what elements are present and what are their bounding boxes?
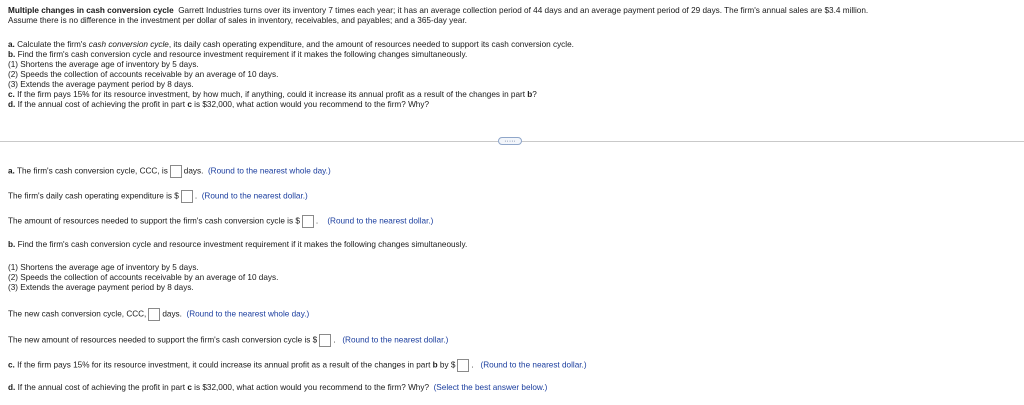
question-a-text-pre: Calculate the firm's (17, 40, 89, 49)
answer-b-new-resources (8, 334, 448, 347)
answer-b-new-resources-period: . (333, 335, 336, 345)
answer-c-text-mid: by $ (437, 360, 456, 370)
answer-d-text-pre: If the annual cost of achieving the profit in part (17, 383, 188, 392)
question-d-bold: c (187, 100, 192, 109)
answer-a-ccc-text: The firm's cash conversion cycle, CCC, is (16, 166, 168, 176)
profit-increase-input[interactable] (457, 359, 469, 372)
answer-d (8, 383, 547, 393)
answer-d-text-post: is $32,000, what action would you recommend to the firm? Why? (191, 383, 430, 392)
answer-a-resources-period: . (315, 216, 319, 226)
answer-a-resources-text: The amount of resources needed to support the firm's cash conversion cycle is $ (8, 216, 300, 226)
answer-a-daily-hint: (Round to the nearest dollar.) (201, 191, 308, 201)
question-c (8, 90, 537, 100)
answer-b-new-ccc-unit: days. (162, 309, 182, 319)
answer-c-label: c. (8, 360, 15, 370)
answer-a-daily-text: The firm's daily cash operating expenditure is $ (8, 191, 179, 201)
answer-a-resources (8, 215, 433, 228)
answer-c-period: . (471, 360, 474, 370)
question-a (8, 40, 574, 50)
question-c-bold: b (527, 90, 533, 99)
answer-b-new-resources-text: The new amount of resources needed to support the firm's cash conversion cycle is $ (8, 335, 318, 345)
answer-change-3: (3) Extends the average payment period by 8 days. (8, 283, 194, 292)
answer-a-resources-hint: (Round to the nearest dollar.) (327, 216, 434, 226)
daily-expenditure-input[interactable] (181, 190, 193, 203)
problem-title: Multiple changes in cash conversion cycle (8, 6, 174, 15)
question-d-label: d. (8, 100, 16, 109)
answer-a-daily-period: . (194, 191, 198, 201)
answer-a-ccc (8, 165, 331, 178)
question-a-label: a. (8, 40, 15, 49)
question-d-text-pre: If the annual cost of achieving the profit in part (17, 100, 188, 109)
ccc-input[interactable] (170, 165, 182, 178)
answer-a-ccc-unit: days. (183, 166, 204, 176)
answer-c (8, 359, 587, 372)
question-b (8, 50, 467, 60)
question-a-italic: cash conversion cycle (88, 40, 169, 49)
answer-b-label: b. (8, 240, 16, 249)
answer-c-hint: (Round to the nearest dollar.) (480, 360, 587, 370)
answer-change-2: (2) Speeds the collection of accounts receivable by an average of 10 days. (8, 273, 279, 282)
new-resources-input[interactable] (319, 334, 331, 347)
question-c-label: c. (8, 90, 15, 99)
answer-b-text: Find the firm's cash conversion cycle and resource investment requirement if it makes the following changes simultaneously. (17, 240, 468, 249)
answer-b-heading (8, 240, 467, 250)
answer-change-1: (1) Shortens the average age of inventory by 5 days. (8, 263, 199, 272)
question-c-text-pre: If the firm pays 15% for its resource investment, by how much, if anything, could it increase its annual profit as a result of the changes in part (17, 90, 528, 99)
new-ccc-input[interactable] (148, 308, 160, 321)
problem-intro-line-2: Assume there is no difference in the investment per dollar of sales in inventory, receivables, and payables; and a 365-day year. (8, 16, 467, 25)
problem-change-1: (1) Shortens the average age of inventory by 5 days. (8, 60, 199, 69)
resources-input[interactable] (302, 215, 314, 228)
question-c-text-post: ? (532, 90, 537, 99)
answer-b-new-ccc-hint: (Round to the nearest whole day.) (186, 309, 310, 319)
answer-b-new-ccc-text: The new cash conversion cycle, CCC, (8, 309, 147, 319)
problem-change-2: (2) Speeds the collection of accounts receivable by an average of 10 days. (8, 70, 279, 79)
problem-intro-line-1 (8, 6, 868, 16)
problem-change-3: (3) Extends the average payment period by 8 days. (8, 80, 194, 89)
answer-a-ccc-hint: (Round to the nearest whole day.) (207, 166, 331, 176)
question-d-text-post: is $32,000, what action would you recommend to the firm? Why? (191, 100, 430, 109)
answer-b-new-ccc (8, 308, 309, 321)
answer-d-bold: c (187, 383, 192, 392)
question-a-text-post: , its daily cash operating expenditure, and the amount of resources needed to support its cash conversion cycle. (168, 40, 574, 49)
question-d (8, 100, 429, 110)
question-b-label: b. (8, 50, 16, 59)
answer-d-label: d. (8, 383, 16, 392)
answer-d-hint: (Select the best answer below.) (433, 383, 548, 392)
answer-c-bold: b (432, 360, 438, 370)
answer-b-new-resources-hint: (Round to the nearest dollar.) (342, 335, 449, 345)
answer-a-daily-expenditure (8, 190, 308, 203)
question-b-text: Find the firm's cash conversion cycle and resource investment requirement if it makes the following changes simultaneously. (17, 50, 468, 59)
problem-text-1: Garrett Industries turns over its inventory 7 times each year; it has an average collection period of 44 days and an average payment period of 29 days. The firm's annual sales are $3.4 million. (178, 6, 869, 15)
expand-more-button[interactable]: ····· (498, 137, 522, 145)
answer-c-text-pre: If the firm pays 15% for its resource investment, it could increase its annual profit as a result of the changes in part (17, 360, 433, 370)
answer-a-label: a. (8, 166, 15, 176)
